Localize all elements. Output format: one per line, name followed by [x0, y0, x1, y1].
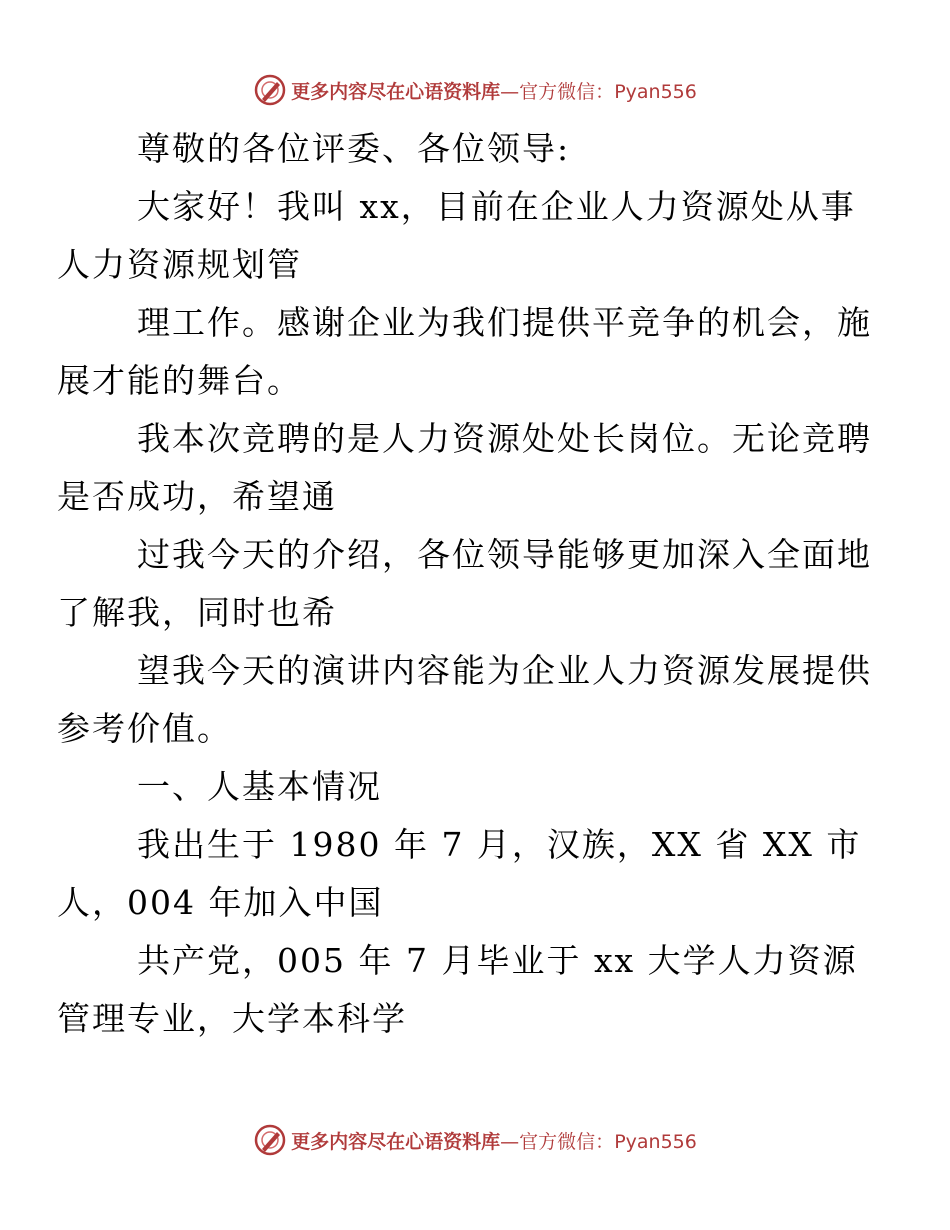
text-line: 过我今天的介绍，各位领导能够更加深入全面地	[137, 535, 872, 574]
header-watermark	[0, 70, 950, 110]
text-line: 共产党，005 年 7 月毕业于 xx 大学人力资源	[137, 941, 858, 980]
watermark-text	[291, 1127, 697, 1154]
watermark-dash: —	[500, 1130, 520, 1153]
text-line: 了解我，同时也希	[57, 593, 337, 632]
paragraph	[57, 932, 858, 1048]
watermark-wechat-id: Pyan556	[614, 80, 697, 103]
watermark-text	[291, 77, 697, 104]
watermark-dash: —	[500, 80, 520, 103]
text-line: 望我今天的演讲内容能为企业人力资源发展提供	[137, 651, 872, 690]
watermark-wechat-label: 官方微信：	[519, 1130, 615, 1153]
text-line: 人，004 年加入中国	[57, 883, 384, 922]
pen-logo-icon	[253, 73, 287, 107]
text-line: 我出生于 1980 年 7 月，汉族，XX 省 XX 市	[137, 825, 862, 864]
paragraph	[57, 526, 872, 642]
text-line: 展才能的舞台。	[57, 361, 302, 400]
section-heading	[97, 758, 857, 816]
paragraph	[57, 294, 872, 410]
text-line: 理工作。感谢企业为我们提供平竞争的机会，施	[137, 303, 872, 342]
watermark-wechat-label: 官方微信：	[519, 80, 615, 103]
document-body	[57, 120, 872, 1048]
footer-watermark	[0, 1120, 950, 1160]
paragraph-greeting	[97, 120, 857, 178]
text-line: 人力资源规划管	[57, 245, 302, 284]
text-line: 参考价值。	[57, 709, 232, 748]
text-line: 大家好！我叫 xx，目前在企业人力资源处从事	[137, 187, 856, 226]
watermark-slogan: 更多内容尽在心语资料库	[291, 80, 501, 103]
text-line: 一、人基本情况	[137, 767, 382, 806]
text-line: 管理专业，大学本科学	[57, 999, 407, 1038]
text-line: 我本次竞聘的是人力资源处处长岗位。无论竞聘	[137, 419, 872, 458]
watermark-slogan: 更多内容尽在心语资料库	[291, 1130, 501, 1153]
text-line: 是否成功，希望通	[57, 477, 337, 516]
paragraph	[57, 410, 872, 526]
paragraph	[57, 816, 862, 932]
paragraph	[57, 642, 872, 758]
pen-logo-icon	[253, 1123, 287, 1157]
watermark-wechat-id: Pyan556	[614, 1130, 697, 1153]
text-line: 尊敬的各位评委、各位领导:	[137, 129, 571, 168]
paragraph	[57, 178, 857, 294]
